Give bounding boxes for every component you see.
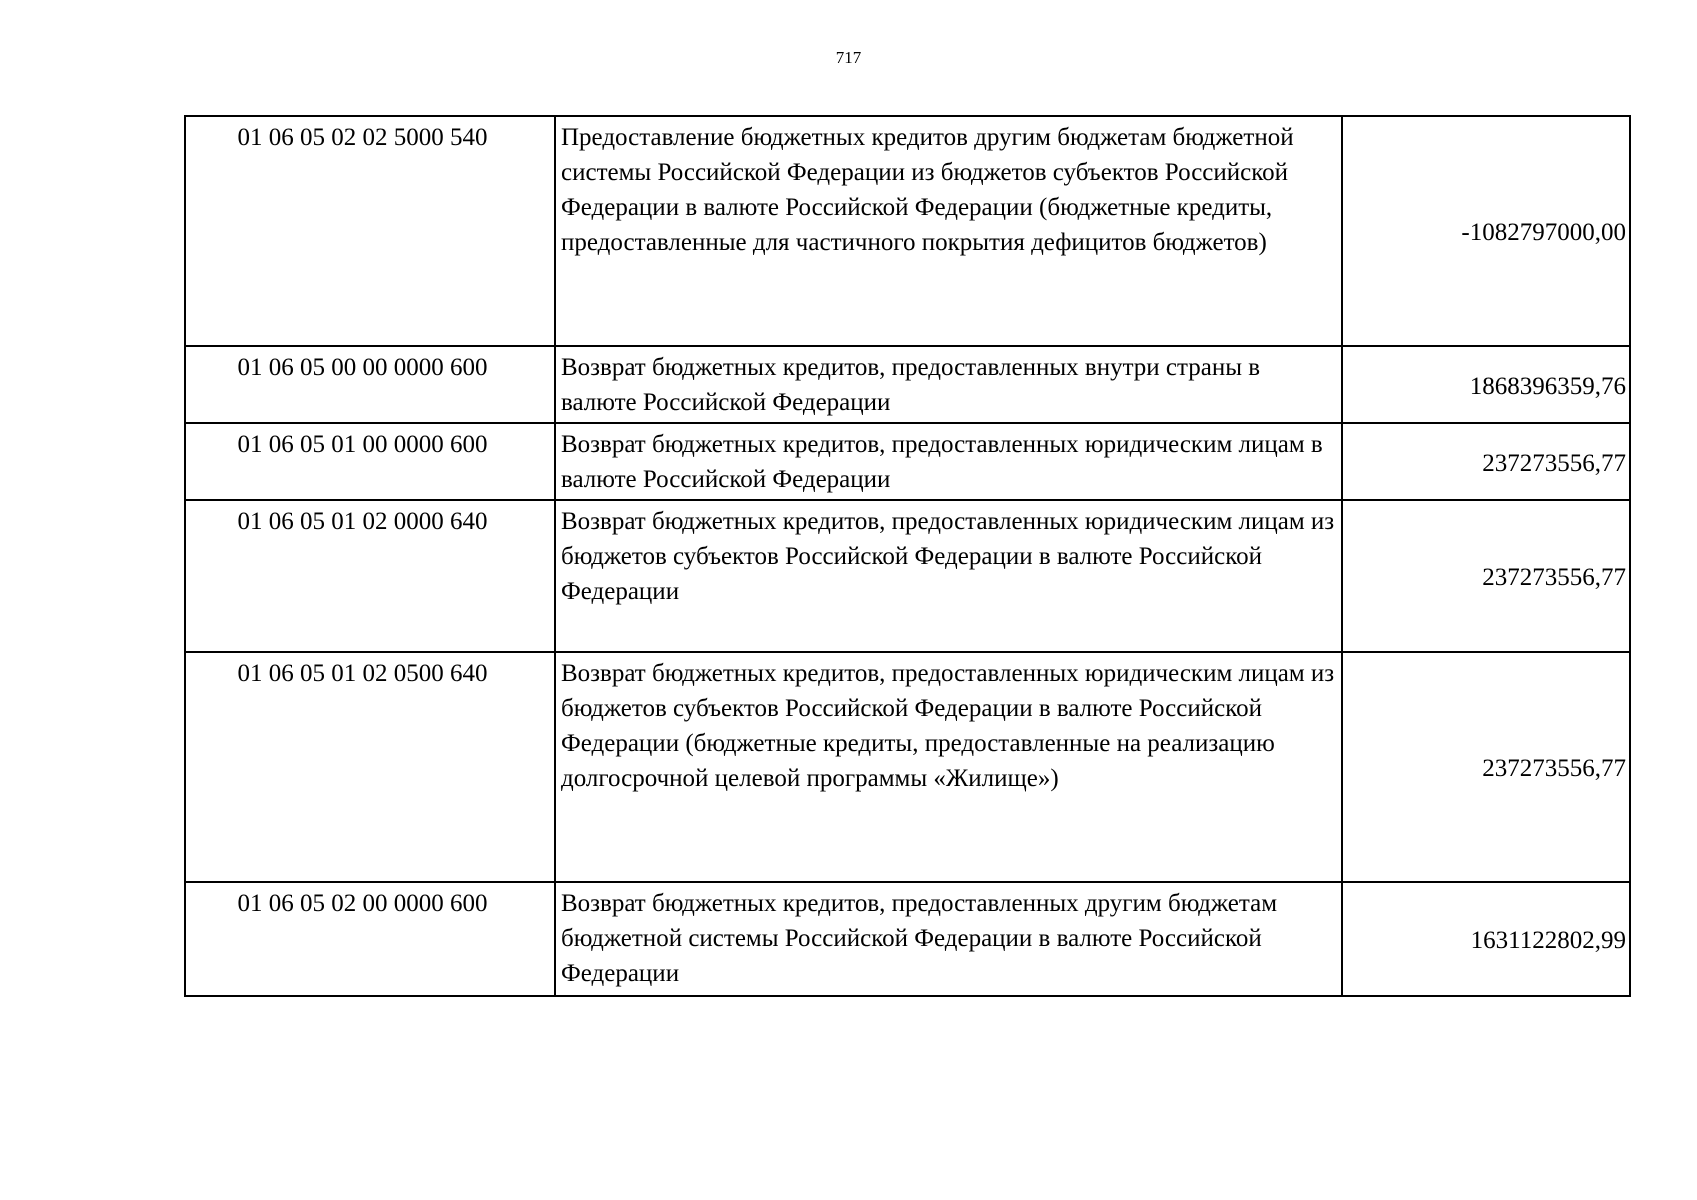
item-name-cell: Возврат бюджетных кредитов, предоставленных внутри страны в валюте Российской Федерации bbox=[555, 346, 1342, 423]
item-name-cell: Возврат бюджетных кредитов, предоставленных юридическим лицам из бюджетов субъектов Российской Федерации в валюте Российской Федерации (бюджетные кредиты, предоставленные на реализацию долгосрочной целевой программы «Жилище») bbox=[555, 652, 1342, 882]
table-row bbox=[185, 882, 1630, 996]
table-row bbox=[185, 500, 1630, 652]
budget-code-cell: 01 06 05 02 02 5000 540 bbox=[185, 116, 555, 346]
budget-code-cell: 01 06 05 02 00 0000 600 bbox=[185, 882, 555, 996]
item-name-cell: Предоставление бюджетных кредитов другим бюджетам бюджетной системы Российской Федерации из бюджетов субъектов Российской Федерации в валюте Российской Федерации (бюджетные кредиты, предоставленные для частичного покрытия дефицитов бюджетов) bbox=[555, 116, 1342, 346]
amount-cell: 237273556,77 bbox=[1342, 500, 1630, 652]
item-name-cell: Возврат бюджетных кредитов, предоставленных другим бюджетам бюджетной системы Российской Федерации в валюте Российской Федерации bbox=[555, 882, 1342, 996]
table-row bbox=[185, 423, 1630, 500]
amount-cell: 237273556,77 bbox=[1342, 652, 1630, 882]
budget-code-cell: 01 06 05 01 02 0000 640 bbox=[185, 500, 555, 652]
item-name-cell: Возврат бюджетных кредитов, предоставленных юридическим лицам из бюджетов субъектов Российской Федерации в валюте Российской Федерации bbox=[555, 500, 1342, 652]
amount-cell: -1082797000,00 bbox=[1342, 116, 1630, 346]
item-name-cell: Возврат бюджетных кредитов, предоставленных юридическим лицам в валюте Российской Федерации bbox=[555, 423, 1342, 500]
table-row bbox=[185, 346, 1630, 423]
amount-cell: 1868396359,76 bbox=[1342, 346, 1630, 423]
budget-sources-table bbox=[184, 115, 1631, 997]
amount-cell: 1631122802,99 bbox=[1342, 882, 1630, 996]
budget-code-cell: 01 06 05 01 02 0500 640 bbox=[185, 652, 555, 882]
budget-code-cell: 01 06 05 01 00 0000 600 bbox=[185, 423, 555, 500]
amount-cell: 237273556,77 bbox=[1342, 423, 1630, 500]
budget-code-cell: 01 06 05 00 00 0000 600 bbox=[185, 346, 555, 423]
table-row bbox=[185, 116, 1630, 346]
table-row bbox=[185, 652, 1630, 882]
page-number: 717 bbox=[835, 48, 862, 67]
